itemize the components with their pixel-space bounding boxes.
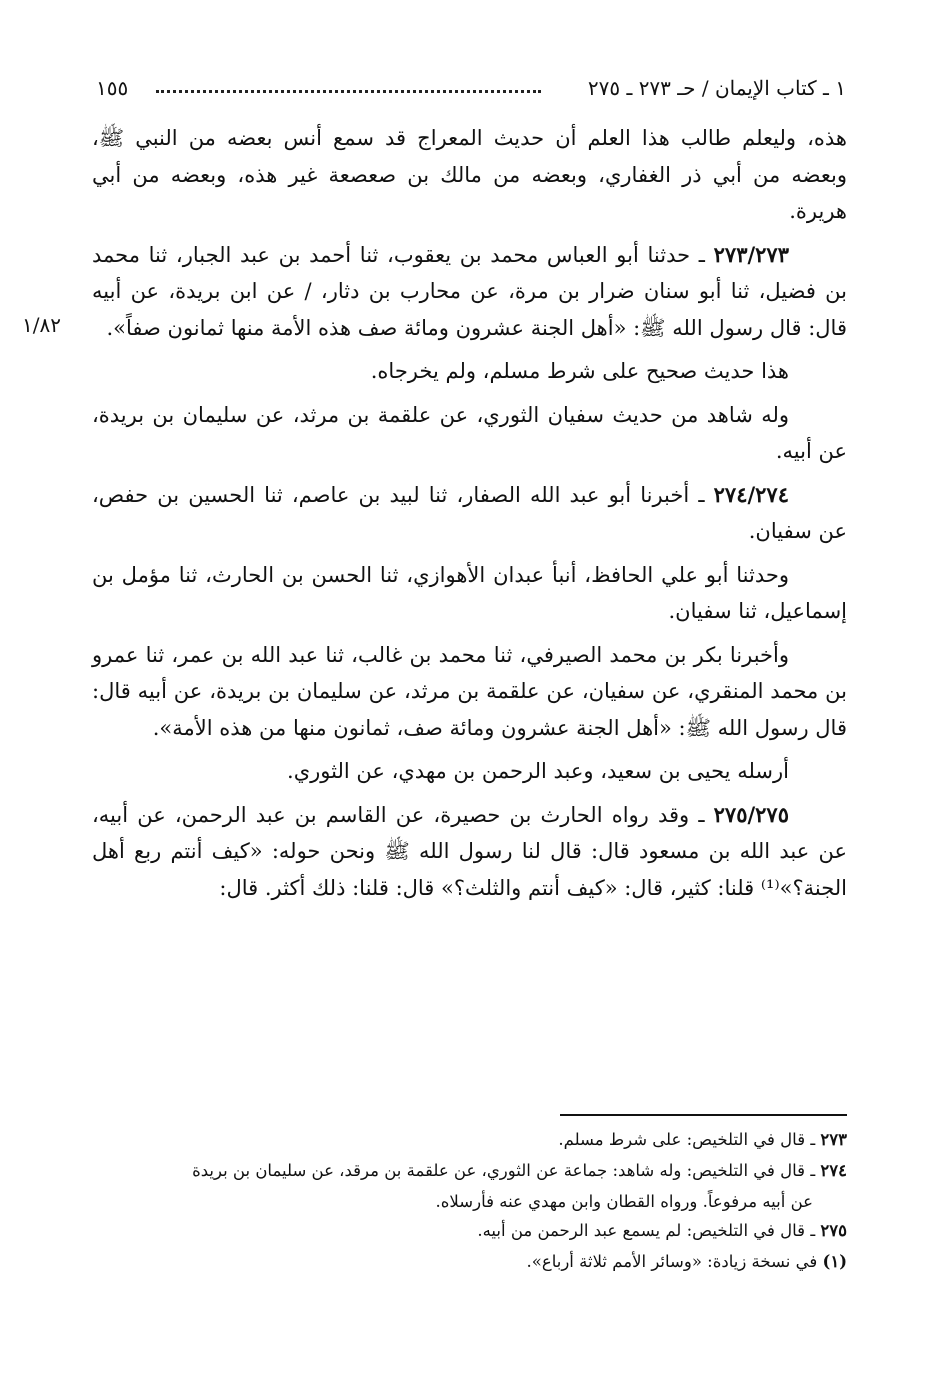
running-header xyxy=(96,72,846,106)
page-number: ١٥٥ xyxy=(96,76,129,100)
paragraph-text: هذه، وليعلم طالب هذا العلم أن حديث المعراج قد سمع أنس بعضه من النبي ﷺ، وبعضه من أبي ذر الغفاري، وبعضه من مالك بن صعصعة غير هذه، وبعضه من أبي هريرة. xyxy=(92,126,847,223)
footnotes xyxy=(92,1125,847,1278)
footnote-number: ٢٧٣ xyxy=(820,1130,847,1149)
paragraph xyxy=(92,637,847,747)
footnote-number: ٢٧٥ xyxy=(820,1221,847,1240)
paragraph-text: وحدثنا أبو علي الحافظ، أنبأ عبدان الأهوازي، ثنا الحسن بن الحارث، ثنا مؤمل بن إسماعيل، ثنا سفيان. xyxy=(92,562,847,623)
margin-volume-page-note: ١/٨٢ xyxy=(22,313,61,337)
hadith-paragraph xyxy=(92,237,847,347)
paragraph-text: هذا حديث صحيح على شرط مسلم، ولم يخرجاه. xyxy=(370,359,789,383)
paragraph-text: وأخبرنا بكر بن محمد الصيرفي، ثنا محمد بن غالب، ثنا عبد الله بن عمر، ثنا عمرو بن محمد المنقري، عن سفيان، عن علقمة بن مرثد، عن سليمان بن بريدة، عن أبيه قال: قال رسول الله ﷺ: «أهل الجنة عشرون ومائة صف، ثمانون منها من هذه الأمة». xyxy=(92,642,847,740)
footnote-continuation: عن أبيه مرفوعاً. ورواه القطان وابن مهدي عنه فأرسلاه. xyxy=(435,1192,813,1211)
main-text xyxy=(92,120,847,913)
hadith-number: ٢٧٤/٢٧٤ xyxy=(713,481,789,507)
paragraph-text: وله شاهد من حديث سفيان الثوري، عن علقمة بن مرثد، عن سليمان بن بريدة، عن أبيه. xyxy=(92,402,847,463)
paragraph-text: ـ أخبرنا أبو عبد الله الصفار، ثنا لبيد بن عاصم، ثنا الحسين بن حفص، عن سفيان. xyxy=(92,482,847,543)
paragraph xyxy=(92,397,847,470)
footnote xyxy=(92,1156,847,1185)
hadith-paragraph xyxy=(92,797,847,907)
hadith-number: ٢٧٣/٢٧٣ xyxy=(713,241,789,267)
footnote-text: ـ قال في التلخيص: لم يسمع عبد الرحمن من أبيه. xyxy=(477,1221,821,1240)
paragraph xyxy=(92,753,847,790)
paragraph-text: ـ حدثنا أبو العباس محمد بن يعقوب، ثنا أحمد بن عبد الجبار، ثنا محمد بن فضيل، ثنا أبو سنان ضرار بن مرة، عن محارب بن دثار، / عن ابن بريدة، عن أبيه قال: قال رسول الله ﷺ: «أهل الجنة عشرون ومائة صف هذه الأمة منها ثمانون صفاً». xyxy=(92,242,847,340)
paragraph xyxy=(92,353,847,390)
footnote-text: في نسخة زيادة: «وسائر الأمم ثلاثة أرباع». xyxy=(526,1252,823,1271)
footnote xyxy=(92,1125,847,1154)
header-dot-leader xyxy=(156,90,541,93)
header-title: ١ ـ كتاب الإيمان / حـ ٢٧٣ ـ ٢٧٥ xyxy=(587,76,846,100)
footnote xyxy=(92,1216,847,1245)
footnote xyxy=(92,1247,847,1276)
paragraph xyxy=(92,557,847,630)
footnote-number: ٢٧٤ xyxy=(820,1161,847,1180)
footnote-text: ـ قال في التلخيص: وله شاهد: جماعة عن الثوري، عن علقمة بن مرقد، عن سليمان بن بريدة xyxy=(192,1161,821,1180)
paragraph xyxy=(92,120,847,230)
footnote-number: (١) xyxy=(822,1252,847,1271)
hadith-number: ٢٧٥/٢٧٥ xyxy=(713,801,789,827)
paragraph-text: ـ وقد رواه الحارث بن حصيرة، عن القاسم بن عبد الرحمن، عن أبيه، عن عبد الله بن مسعود قال: قال لنا رسول الله ﷺ ونحن حوله: «كيف أنتم ربع أهل الجنة؟»⁽¹⁾ قلنا: كثير، قال: «كيف أنتم والثلث؟» قال: قلنا: ذلك أكثر. قال: xyxy=(92,802,847,900)
paragraph-text: أرسله يحيى بن سعيد، وعبد الرحمن بن مهدي، عن الثوري. xyxy=(287,759,789,783)
hadith-paragraph xyxy=(92,477,847,550)
footnote-divider xyxy=(560,1114,847,1116)
footnote-text: ـ قال في التلخيص: على شرط مسلم. xyxy=(558,1130,821,1149)
